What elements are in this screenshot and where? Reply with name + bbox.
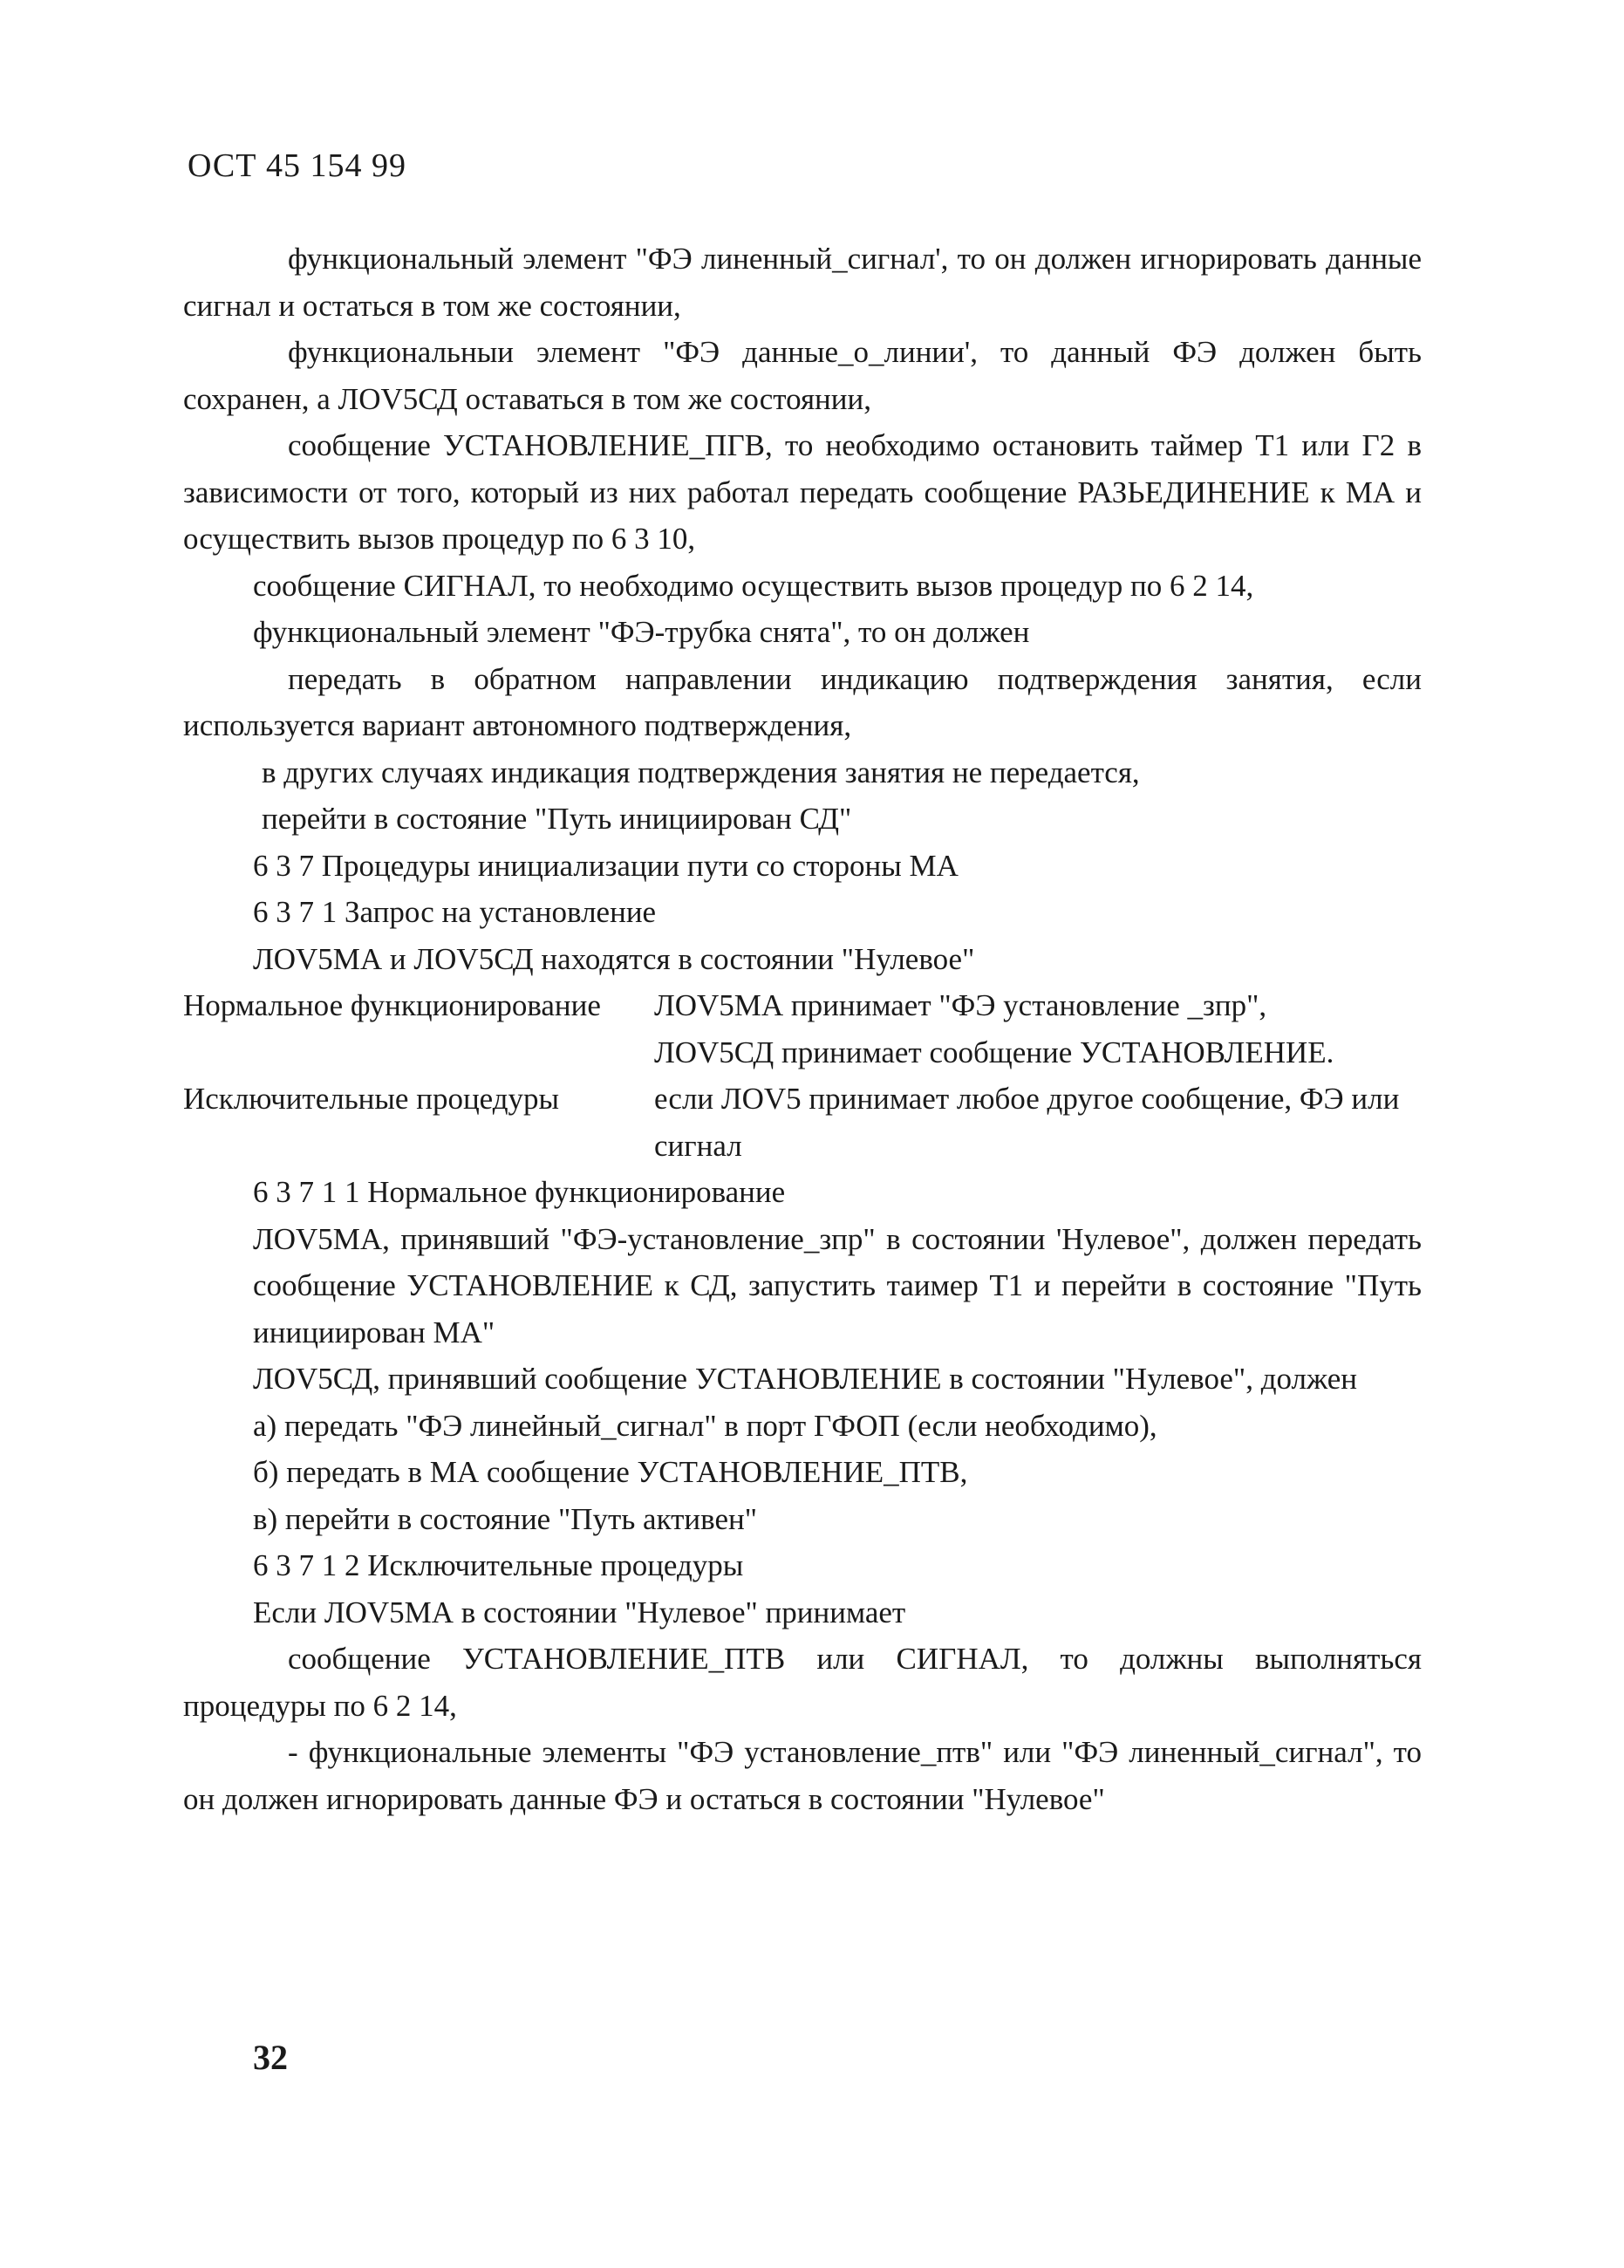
paragraph: сообщение УСТАНОВЛЕНИЕ_ПТВ или СИГНАЛ, то должны выполняться процедуры по 6 2 14, bbox=[183, 1642, 1422, 1723]
paragraph: функциональный элемент "ФЭ-трубка снята", то он должен bbox=[253, 615, 1030, 649]
table-value: ЛОV5МА принимает "ФЭ установление _зпр", bbox=[654, 988, 1267, 1022]
paragraph: передать в обратном направлении индикацию подтверждения занятия, если используется вариант автономного подтверждения, bbox=[183, 661, 1422, 742]
list-item: б) передать в МА сообщение УСТАНОВЛЕНИЕ_ПТВ, bbox=[253, 1455, 968, 1489]
table-value: ЛОV5СД принимает сообщение УСТАНОВЛЕНИЕ. bbox=[654, 1035, 1334, 1069]
table-value: если ЛОV5 принимает любое другое сообщение, ФЭ или bbox=[654, 1082, 1400, 1116]
section-heading: 6 3 7 1 2 Исключительные процедуры bbox=[253, 1548, 744, 1582]
paragraph: перейти в состояние "Путь инициирован СД" bbox=[262, 802, 852, 836]
table-row bbox=[183, 1123, 1422, 1170]
table-row bbox=[183, 1076, 1422, 1123]
document-body bbox=[183, 236, 1422, 1822]
list-item: а) передать "ФЭ линейный_сигнал" в порт ГФОП (если необходимо), bbox=[253, 1408, 1157, 1443]
paragraph: Если ЛОV5МА в состоянии "Нулевое" принимает bbox=[253, 1595, 906, 1629]
section-heading: 6 3 7 1 Запрос на установление bbox=[253, 895, 657, 929]
table-row bbox=[183, 1029, 1422, 1076]
paragraph: функциональный элемент "ФЭ линенный_сигнал', то он должен игнорировать данные сигнал и остаться в том же состоянии, bbox=[183, 242, 1422, 323]
page-number: 32 bbox=[253, 2038, 288, 2077]
paragraph: ЛОV5МА, принявший "ФЭ-установление_зпр" в состоянии 'Нулевое", должен передать сообщение УСТАНОВЛЕНИЕ к СД, запустить таимер Т1 и перейти в состояние "Путь инициирован МА" bbox=[253, 1221, 1422, 1349]
section-heading: 6 3 7 1 1 Нормальное функционирование bbox=[253, 1175, 786, 1209]
paragraph: ЛОV5МА и ЛОV5СД находятся в состоянии "Нулевое" bbox=[253, 941, 975, 976]
table-value: сигнал bbox=[654, 1128, 742, 1163]
list-item: в) перейти в состояние "Путь активен" bbox=[253, 1501, 758, 1536]
paragraph: в других случаях индикация подтверждения занятия не передается, bbox=[262, 755, 1140, 789]
document-code: ОСТ 45 154 99 bbox=[188, 147, 406, 184]
paragraph: функциональныи элемент "ФЭ данные_о_линии', то данный ФЭ должен быть сохранен, а ЛОV5СД оставаться в том же состоянии, bbox=[183, 335, 1422, 416]
paragraph: - функциональные элементы "ФЭ установление_птв" или "ФЭ линенный_сигнал", то он должен игнорировать данные ФЭ и остаться в состоянии "Нулевое" bbox=[183, 1735, 1422, 1816]
paragraph: ЛОV5СД, принявший сообщение УСТАНОВЛЕНИЕ в состоянии "Нулевое", должен bbox=[253, 1362, 1357, 1396]
section-heading: 6 3 7 Процедуры инициализации пути со стороны МА bbox=[253, 848, 959, 883]
paragraph: сообщение УСТАНОВЛЕНИЕ_ПГВ, то необходимо остановить таймер Т1 или Г2 в зависимости от того, который из них работал передать сообщение РАЗЬЕДИНЕНИЕ к МА и осуществить вызов процедур по 6 3 10, bbox=[183, 428, 1422, 556]
table-label: Нормальное функционирование bbox=[183, 988, 601, 1022]
table-row bbox=[183, 982, 1422, 1029]
table-label: Исключительные процедуры bbox=[183, 1082, 560, 1116]
paragraph: сообщение СИГНАЛ, то необходимо осуществить вызов процедур по 6 2 14, bbox=[253, 568, 1254, 603]
